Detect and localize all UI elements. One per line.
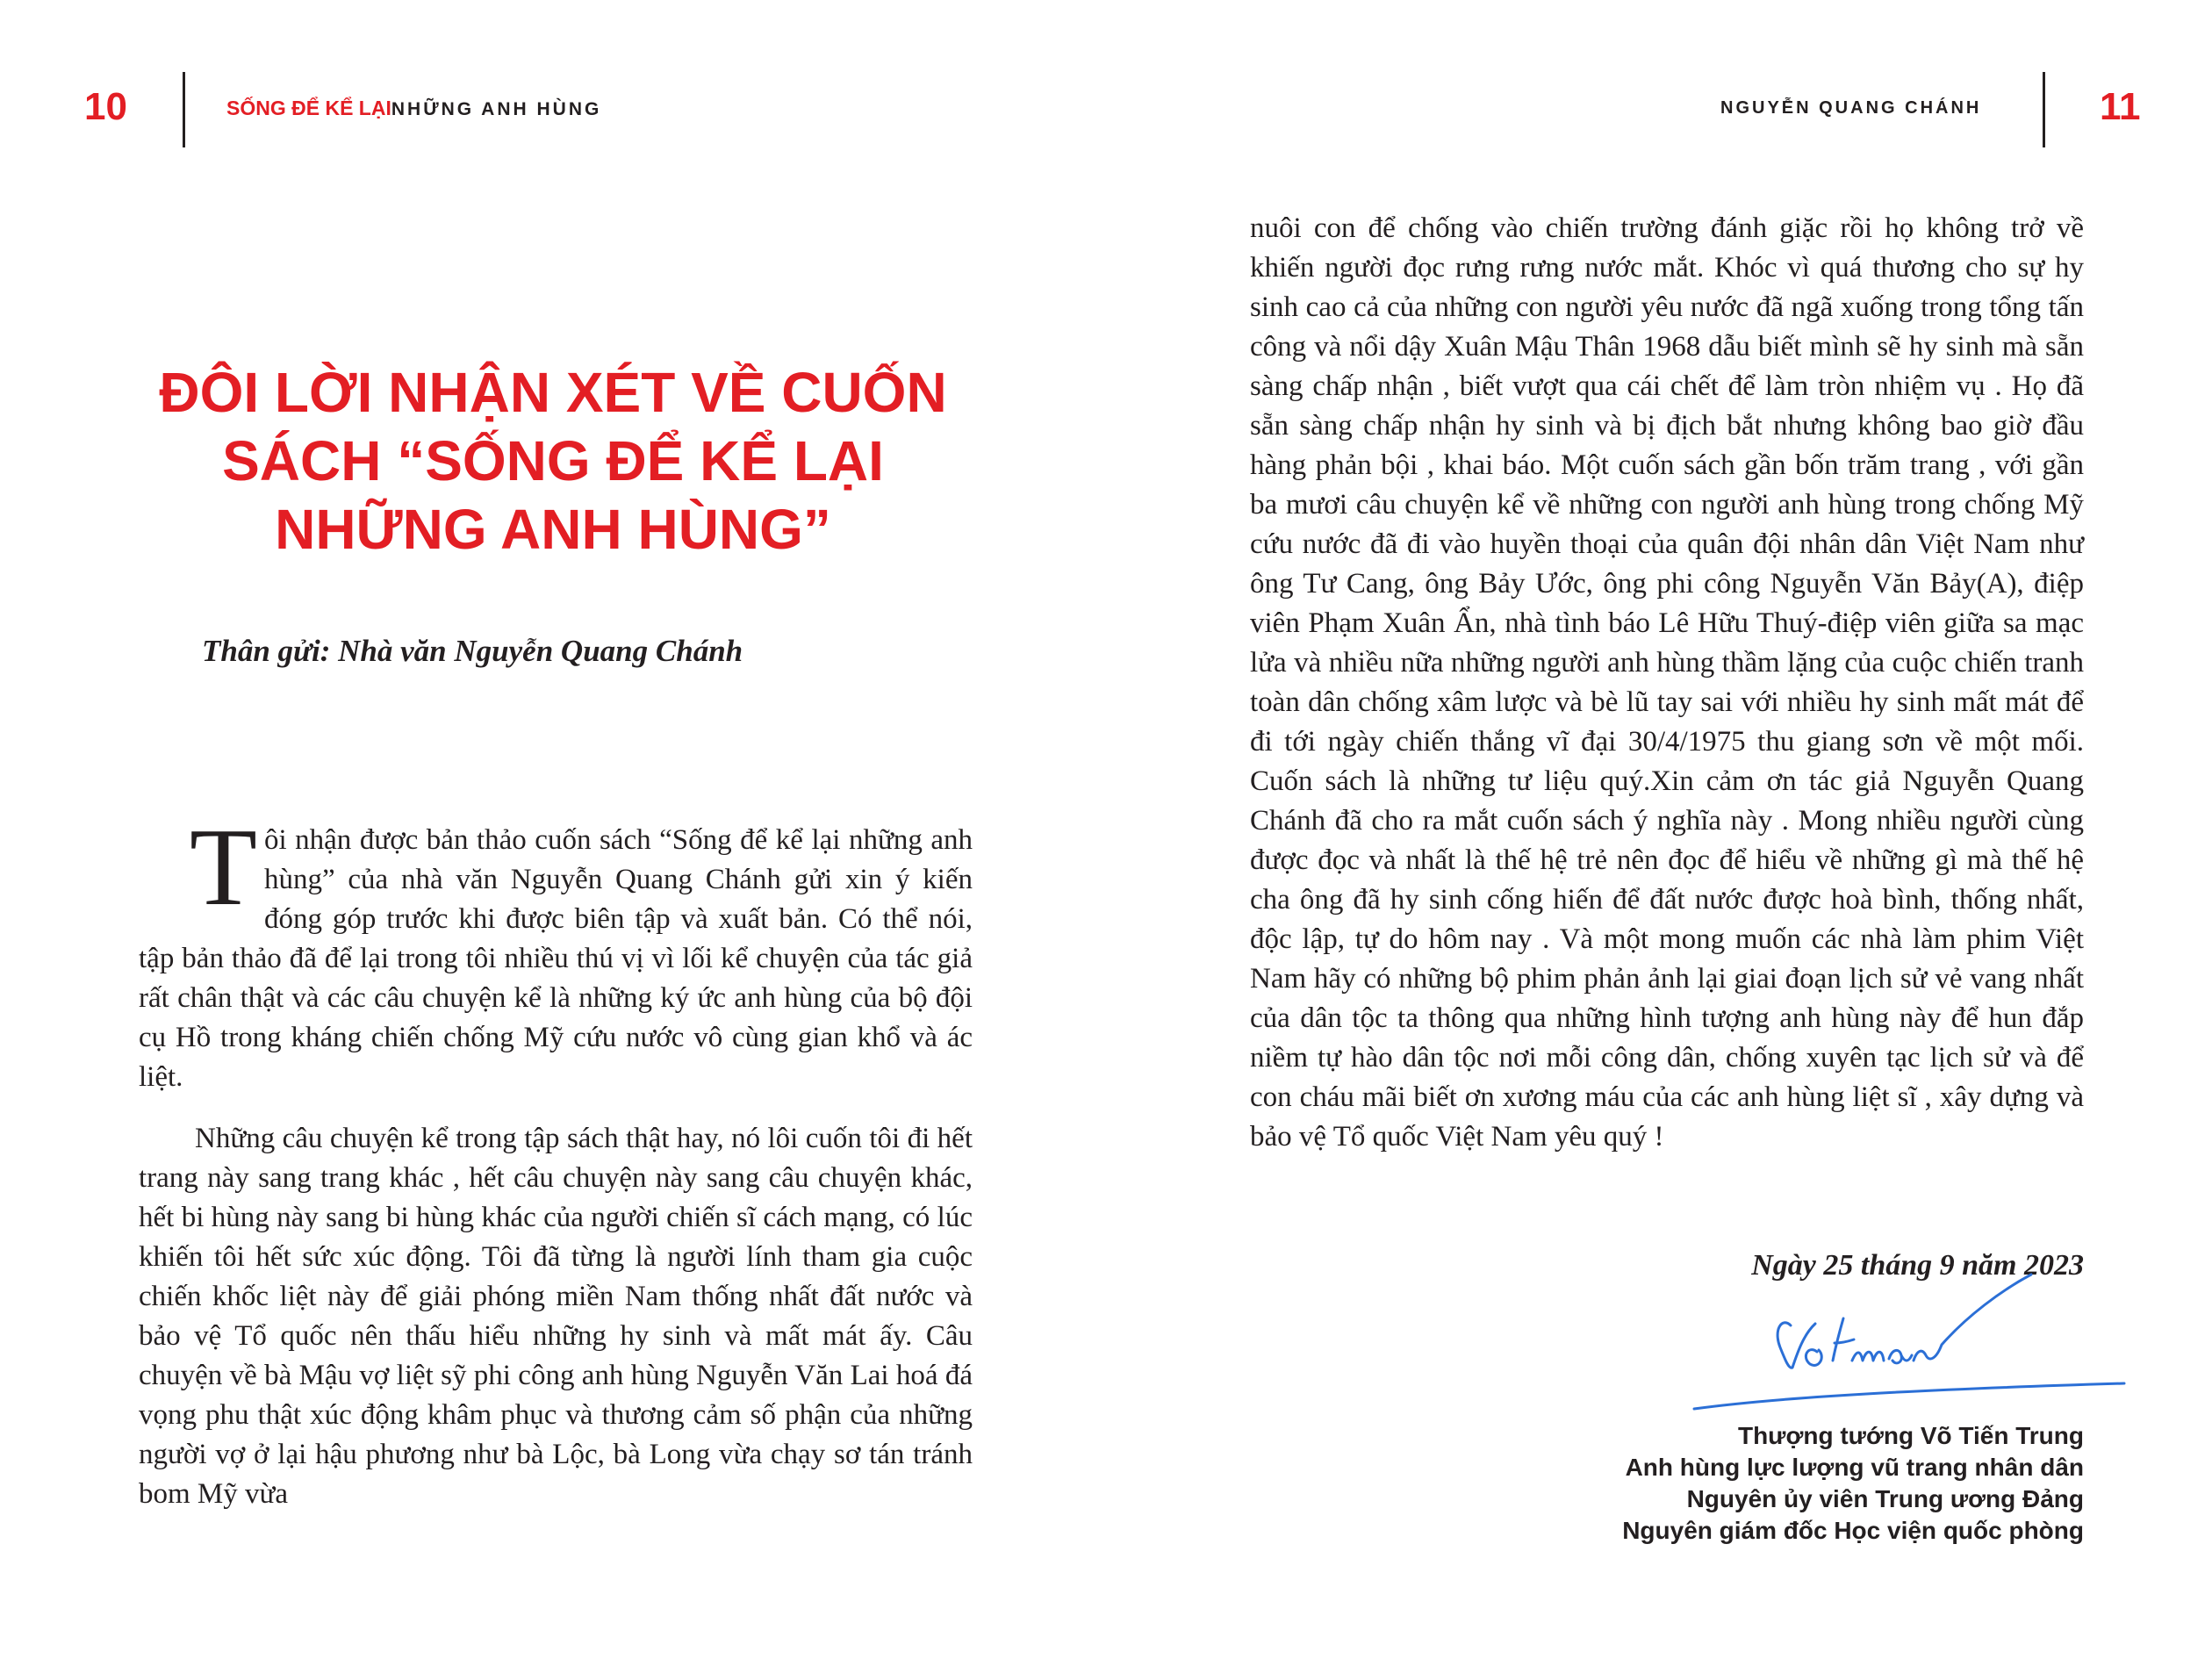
- author-name: NGUYỄN QUANG CHÁNH: [1720, 98, 1982, 118]
- page-title: ĐÔI LỜI NHẬN XÉT VỀ CUỐN SÁCH “SỐNG ĐỂ KỂ LẠI NHỮNG ANH HÙNG”: [159, 361, 947, 561]
- right-body-text: [1250, 209, 2084, 1157]
- signatory-line: Thượng tướng Võ Tiến Trung: [1737, 1422, 2084, 1449]
- running-title-black: NHỮNG ANH HÙNG: [391, 99, 602, 119]
- drop-cap: T: [190, 807, 257, 929]
- signatory-line: Anh hùng lực lượng vũ trang nhân dân: [1625, 1454, 2084, 1481]
- header-divider: [183, 72, 185, 147]
- dedication: Thân gửi: Nhà văn Nguyễn Quang Chánh: [202, 634, 743, 668]
- handwritten-signature: [1685, 1264, 2142, 1422]
- header-divider: [2043, 72, 2045, 147]
- running-title: [226, 95, 601, 123]
- signatory-line: Nguyên ủy viên Trung ương Đảng: [1686, 1485, 2084, 1512]
- signature-date: Ngày 25 tháng 9 năm 2023: [1751, 1249, 2084, 1282]
- paragraph-text: ôi nhận được bản thảo cuốn sách “Sống để kể lại những anh hùng” của nhà văn Nguyễn Quang Chánh gửi xin ý kiến đóng góp trước khi được biên tập và xuất bản. Có thể nói, tập bản thảo đã để lại trong tôi nhiều thú vị vì lối kể chuyện của tác giả rất chân thật và các câu chuyện kể là những ký ức anh hùng của bộ đội cụ Hồ trong kháng chiến chống Mỹ cứu nước vô cùng gian khổ và ác liệt.: [139, 824, 973, 1093]
- signatory-block: [1622, 1420, 2084, 1547]
- left-body-text: [139, 807, 973, 1536]
- page-number: 10: [84, 85, 127, 128]
- paragraph: Những câu chuyện kể trong tập sách thật hay, nó lôi cuốn tôi đi hết trang này sang trang khác , hết câu chuyện này sang câu chuyện khác, hết bi hùng này sang bi hùng khác của người chiến sĩ cách mạng, có lúc khiến tôi hết sức xúc động. Tôi đã từng là người lính tham gia cuộc chiến khốc liệt này để giải phóng miền Nam thống nhất đất nước và bảo vệ Tổ quốc nên thấu hiểu những hy sinh và mất mát ấy. Câu chuyện về bà Mậu vợ liệt sỹ phi công anh hùng Nguyễn Văn Lai hoá đá vọng phu thật xúc động khâm phục và thương cảm số phận của những người vợ ở lại hậu phương như bà Lộc, bà Long vừa chạy sơ tán tránh bom Mỹ vừa: [139, 1123, 973, 1510]
- signatory-line: Nguyên giám đốc Học viện quốc phòng: [1622, 1517, 2084, 1544]
- page-number: 11: [2100, 85, 2141, 128]
- running-title-author: [1720, 95, 1981, 121]
- running-title-red: SỐNG ĐỂ KỂ LẠI: [226, 97, 391, 119]
- paragraph: nuôi con để chống vào chiến trường đánh giặc rồi họ không trở về khiến người đọc rưng rưng nước mắt. Khóc vì quá thương cho sự hy sinh cao cả của những con người yêu nước đã ngã xuống trong tổng tấn công và nổi dậy Xuân Mậu Thân 1968 dẫu biết mình sẽ hy sinh mà sẵn sàng chấp nhận , biết vượt qua cái chết để làm tròn nhiệm vụ . Họ đã sẵn sàng chấp nhận hy sinh và bị địch bắt nhưng không bao giờ đầu hàng phản bội , khai báo. Một cuốn sách gần bốn trăm trang , với gần ba mươi câu chuyện kể về những con người anh hùng trong chống Mỹ cứu nước đã đi vào huyền thoại của quân đội nhân dân Việt Nam như ông Tư Cang, ông Bảy Ước, ông phi công Nguyễn Văn Bảy(A), điệp viên Phạm Xuân Ẩn, nhà tình báo Lê Hữu Thuý-điệp viên giữa sa mạc lửa và nhiều nữa những người anh hùng thầm lặng của cuộc chiến tranh toàn dân chống xâm lược và bè lũ tay sai với nhiều hy sinh mất mát để đi tới ngày chiến thắng vĩ đại 30/4/1975 thu giang sơn về một mối. Cuốn sách là những tư liệu quý.Xin cảm ơn tác giả Nguyễn Quang Chánh đã cho ra mắt cuốn sách ý nghĩa này . Mong nhiều người cùng được đọc và nhất là thế hệ trẻ nên đọc để hiểu về những gì mà thế hệ cha ông đã hy sinh cống hiến để đất nước được hoà bình, thống nhất, độc lập, tự do hôm nay . Và một mong muốn các nhà làm phim Việt Nam hãy có những bộ phim phản ảnh lại giai đoạn lịch sử vẻ vang nhất của dân tộc ta thông qua những hình tượng anh hùng này để hun đắp niềm tự hào dân tộc nơi mỗi công dân, chống xuyên tạc lịch sử và để con cháu mãi biết ơn xương máu của các anh hùng liệt sĩ , xây dựng và bảo vệ Tổ quốc Việt Nam yêu quý !: [1250, 212, 2084, 1153]
- paragraph: [139, 807, 973, 1097]
